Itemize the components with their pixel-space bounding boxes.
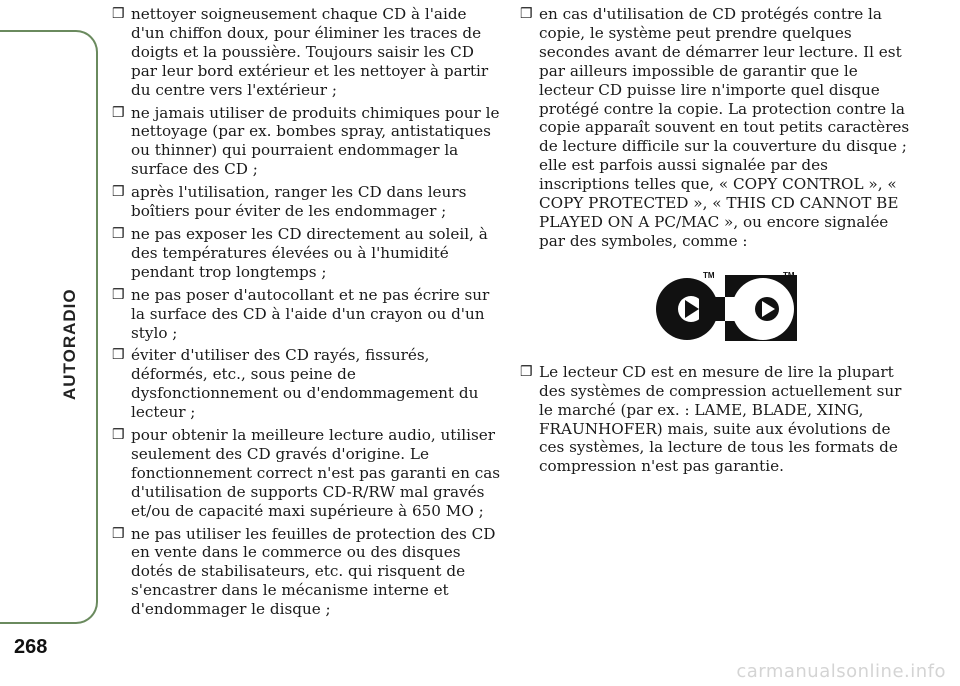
checkbox-bullet-icon: ❒ bbox=[520, 6, 533, 22]
left-column bbox=[112, 5, 502, 623]
checkbox-bullet-icon: ❒ bbox=[520, 363, 533, 380]
list-item-text: éviter d'utiliser des CD rayés, fissurés, déformés, etc., sous peine de dysfonctionnement ou d'endommagement du lecteur ; bbox=[131, 346, 479, 422]
list-item-text: ne jamais utiliser de produits chimiques pour le nettoyage (par ex. bombes spray, antistatiques ou thinner) qui pourraient endommager la surface des CD ; bbox=[131, 103, 500, 179]
list-item bbox=[520, 5, 910, 251]
section-label: AUTORADIO bbox=[60, 288, 79, 400]
list-item-text: pour obtenir la meilleure lecture audio, utiliser seulement des CD gravés d'origine. Le fonctionnement correct n'est pas garanti en cas d'utilisation de supports CD-R/RW mal gravés et/ou de capacité maxi supérieure à 650 MO ; bbox=[131, 426, 501, 520]
checkbox-bullet-icon: ❒ bbox=[112, 6, 125, 22]
list-item-text: Le lecteur CD est en mesure de lire la plupart des systèmes de compression actuellement sur le marché (par ex. : LAME, BLADE, XING, FRAUNHOFER) mais, suite aux évolutions de ces systèmes, la lecture de tous les formats de compression n'est pas garantie. bbox=[539, 362, 902, 476]
checkbox-bullet-icon: ❒ bbox=[112, 427, 125, 444]
checkbox-bullet-icon: ❒ bbox=[112, 104, 125, 121]
list-item-text: ne pas utiliser les feuilles de protection des CD en vente dans le commerce ou des disques dotés de stabilisateurs, etc. qui risquent de s'encastrer dans le mécanisme interne et d'endommager le disque ; bbox=[131, 524, 496, 619]
list-item bbox=[112, 426, 502, 521]
list-item bbox=[112, 286, 502, 343]
chapter-tab bbox=[0, 30, 98, 624]
watermark: carmanualsonline.info bbox=[736, 661, 946, 682]
list-item-text: ne pas exposer les CD directement au soleil, à des températures élevées ou à l'humidité pendant trop longtemps ; bbox=[131, 224, 488, 281]
list-item bbox=[112, 525, 502, 620]
checkbox-bullet-icon: ❒ bbox=[112, 286, 125, 303]
checkbox-bullet-icon: ❒ bbox=[112, 347, 125, 364]
copy-protected-light-icon bbox=[725, 269, 797, 341]
list-item-text: en cas d'utilisation de CD protégés contre la copie, le système peut prendre quelques secondes avant de démarrer leur lecture. Il est par ailleurs impossible de garantir que le lecteur CD puisse lire n'importe quel disque protégé contre la copie. La protection contre la copie apparaît souvent en tout petits caractères de lecture difficile sur la couverture du disque ; elle est parfois aussi signalée par des inscriptions telles que, « COPY CONTROL », « COPY PROTECTED », « THIS CD CANNOT BE PLAYED ON A PC/MAC », ou encore signalée par des symboles, comme : bbox=[539, 5, 910, 250]
list-item-text: nettoyer soigneusement chaque CD à l'aide d'un chiffon doux, pour éliminer les traces de doigts et la poussière. Toujours saisir les CD par leur bord extérieur et les nettoyer à partir du centre vers l'extérieur ; bbox=[131, 5, 489, 99]
right-column bbox=[520, 5, 910, 480]
checkbox-bullet-icon: ❒ bbox=[112, 225, 125, 242]
list-item bbox=[112, 104, 502, 180]
list-item bbox=[520, 363, 910, 476]
list-item bbox=[112, 5, 502, 100]
list-item bbox=[112, 346, 502, 422]
list-item bbox=[112, 225, 502, 282]
trademark-mark-right: TM bbox=[783, 270, 795, 280]
checkbox-bullet-icon: ❒ bbox=[112, 525, 125, 542]
list-item bbox=[112, 183, 502, 221]
copy-protected-dark-icon bbox=[653, 269, 725, 341]
page-number: 268 bbox=[14, 636, 48, 658]
copy-protection-symbols bbox=[520, 269, 910, 341]
list-item-text: après l'utilisation, ranger les CD dans leurs boîtiers pour éviter de les endommager ; bbox=[131, 183, 467, 221]
list-item-text: ne pas poser d'autocollant et ne pas écrire sur la surface des CD à l'aide d'un crayon ou d'un stylo ; bbox=[131, 285, 490, 342]
trademark-mark-left: TM bbox=[703, 270, 715, 280]
checkbox-bullet-icon: ❒ bbox=[112, 184, 125, 201]
